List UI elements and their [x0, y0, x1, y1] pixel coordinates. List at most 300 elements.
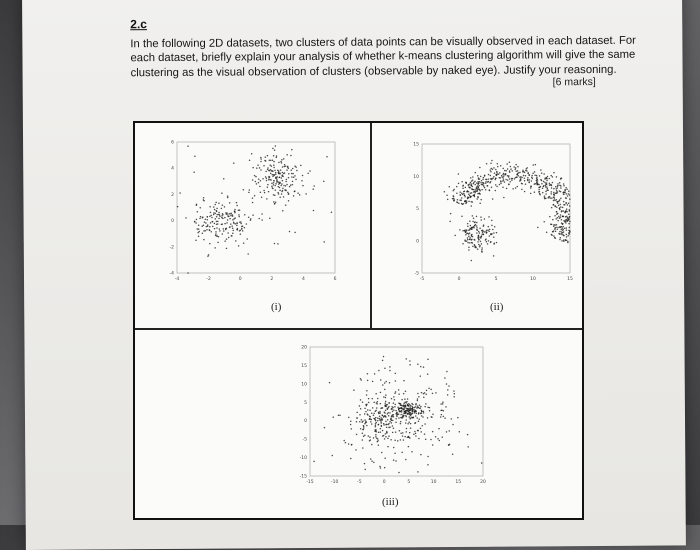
scatter-point	[278, 172, 280, 174]
scatter-point	[367, 409, 369, 411]
scatter-point	[490, 163, 492, 165]
scatter-point	[404, 436, 406, 438]
scatter-point	[523, 175, 525, 177]
scatter-point	[474, 184, 476, 186]
scatter-point	[448, 385, 450, 387]
scatter-point	[268, 191, 270, 193]
scatter-point	[363, 425, 365, 427]
scatter-point	[527, 179, 529, 181]
scatter-point	[558, 233, 560, 235]
scatter-point	[454, 393, 456, 395]
scatter-point	[560, 237, 562, 239]
scatter-point	[512, 178, 514, 180]
scatter-point	[215, 202, 217, 204]
scatter-point	[233, 221, 235, 223]
scatter-point	[285, 166, 287, 168]
scatter-point	[415, 403, 417, 405]
scatter-plot-iii	[298, 342, 488, 490]
scatter-point	[384, 438, 386, 440]
scatter-point	[442, 401, 444, 403]
scatter-point	[411, 408, 413, 410]
scatter-point	[217, 221, 219, 223]
scatter-point	[267, 186, 269, 188]
scatter-point	[481, 243, 483, 245]
scatter-point	[488, 216, 490, 218]
scatter-point	[179, 192, 181, 194]
scatter-point	[418, 438, 420, 440]
y-tick-label: 10	[413, 174, 419, 180]
scatter-point	[566, 193, 568, 195]
scatter-point	[272, 174, 274, 176]
scatter-point	[533, 164, 535, 166]
scatter-point	[401, 417, 403, 419]
scatter-point	[219, 228, 221, 230]
scatter-point	[471, 260, 473, 262]
scatter-point	[556, 190, 558, 192]
scatter-point	[252, 179, 254, 181]
scatter-point	[415, 415, 417, 417]
scatter-point	[384, 389, 386, 391]
scatter-point	[485, 189, 487, 191]
scatter-point	[552, 182, 554, 184]
scatter-point	[233, 230, 235, 232]
scatter-point	[356, 412, 358, 414]
scatter-point	[555, 186, 557, 188]
scatter-point	[196, 219, 198, 221]
scatter-point	[473, 227, 475, 229]
scatter-point	[464, 201, 466, 203]
scatter-point	[273, 194, 275, 196]
scatter-point	[476, 222, 478, 224]
scatter-point	[563, 193, 565, 195]
scatter-point	[384, 415, 386, 417]
scatter-point	[383, 356, 385, 358]
scatter-point	[415, 433, 417, 435]
scatter-point	[294, 175, 296, 177]
scatter-point	[385, 416, 387, 418]
scatter-point	[529, 179, 531, 181]
scatter-point	[224, 217, 226, 219]
scatter-point	[569, 227, 571, 229]
scatter-point	[553, 192, 555, 194]
scatter-point	[214, 209, 216, 211]
scatter-point	[456, 186, 458, 188]
scatter-point	[293, 195, 295, 197]
scatter-point	[515, 164, 517, 166]
scatter-point	[417, 398, 419, 400]
scatter-point	[382, 360, 384, 362]
scatter-point	[400, 421, 402, 423]
scatter-point	[273, 161, 275, 163]
scatter-point	[507, 168, 509, 170]
x-tick-label: 0	[382, 480, 386, 485]
scatter-point	[480, 199, 482, 201]
scatter-point	[271, 186, 273, 188]
scatter-point	[560, 198, 562, 200]
scatter-point	[400, 404, 402, 406]
scatter-point	[469, 187, 471, 189]
scatter-point	[486, 179, 488, 181]
scatter-point	[472, 221, 474, 223]
x-tick-label: -5	[419, 277, 425, 282]
scatter-point	[198, 225, 200, 227]
scatter-point	[472, 246, 474, 248]
scatter-point	[379, 415, 381, 417]
scatter-point	[274, 243, 276, 245]
x-tick-label: -4	[174, 277, 180, 282]
scatter-point	[488, 178, 490, 180]
y-tick-label: 2	[171, 192, 174, 198]
scatter-point	[385, 410, 387, 412]
scatter-point	[395, 410, 397, 412]
scatter-point	[464, 196, 466, 198]
scatter-point	[309, 170, 311, 172]
scatter-point	[387, 409, 389, 411]
scatter-point	[462, 243, 464, 245]
scatter-point	[386, 431, 388, 433]
scatter-point	[265, 160, 267, 162]
scatter-point	[458, 173, 460, 175]
scatter-point	[420, 428, 422, 430]
scatter-point	[255, 176, 257, 178]
scatter-point	[240, 233, 242, 235]
scatter-point	[193, 171, 195, 173]
scatter-point	[284, 164, 286, 166]
scatter-point	[466, 240, 468, 242]
scatter-point	[215, 235, 217, 237]
scatter-point	[453, 390, 455, 392]
scatter-point	[473, 189, 475, 191]
scatter-point	[536, 175, 538, 177]
scatter-point	[488, 226, 490, 228]
scatter-point	[288, 193, 290, 195]
scatter-point	[565, 222, 567, 224]
scatter-point	[569, 230, 571, 232]
scatter-point	[484, 218, 486, 220]
x-tick-label: 15	[567, 277, 573, 282]
scatter-point	[249, 189, 251, 191]
scatter-point	[379, 466, 381, 468]
scatter-point	[213, 212, 215, 214]
scatter-point	[400, 414, 402, 416]
scatter-point	[427, 456, 429, 458]
scatter-point	[431, 416, 433, 418]
scatter-point	[276, 179, 278, 181]
scatter-point	[492, 177, 494, 179]
scatter-point	[420, 406, 422, 408]
scatter-point	[566, 188, 568, 190]
scatter-point	[567, 195, 569, 197]
scatter-point	[290, 169, 292, 171]
scatter-point	[439, 440, 441, 442]
scatter-point	[209, 206, 211, 208]
scatter-point	[288, 200, 290, 202]
scatter-point	[490, 175, 492, 177]
scatter-point	[263, 165, 265, 167]
scatter-point	[413, 417, 415, 419]
scatter-point	[288, 167, 290, 169]
scatter-point	[553, 172, 555, 174]
scatter-point	[465, 240, 467, 242]
scatter-point	[283, 196, 285, 198]
scatter-point	[275, 176, 277, 178]
scatter-point	[393, 402, 395, 404]
scatter-point	[568, 193, 570, 195]
scatter-point	[477, 241, 479, 243]
scatter-point	[238, 245, 240, 247]
scatter-point	[446, 431, 448, 433]
scatter-point	[551, 197, 553, 199]
scatter-point	[557, 217, 559, 219]
x-tick-label: 0	[457, 277, 461, 282]
scatter-point	[531, 180, 533, 182]
scatter-point	[503, 197, 505, 199]
scatter-point	[276, 181, 278, 183]
scatter-point	[517, 186, 519, 188]
scatter-point	[550, 184, 552, 186]
scatter-point	[490, 178, 492, 180]
scatter-point	[215, 233, 217, 235]
scatter-point	[420, 454, 422, 456]
scatter-point	[202, 217, 204, 219]
scatter-point	[479, 178, 481, 180]
scatter-point	[267, 167, 269, 169]
scatter-point	[260, 158, 262, 160]
scatter-point	[237, 229, 239, 231]
scatter-point	[408, 446, 410, 448]
scatter-point	[551, 187, 553, 189]
scatter-point	[217, 223, 219, 225]
scatter-point	[479, 192, 481, 194]
x-tick-label: 10	[430, 480, 437, 485]
scatter-point	[370, 421, 372, 423]
scatter-point	[214, 204, 216, 206]
scatter-point	[394, 406, 396, 408]
scatter-point	[556, 176, 558, 178]
scatter-point	[566, 234, 568, 236]
scatter-point	[477, 187, 479, 189]
scatter-point	[292, 168, 294, 170]
scatter-point	[282, 166, 284, 168]
scatter-point	[488, 181, 490, 183]
scatter-point	[371, 413, 373, 415]
scatter-point	[566, 236, 568, 238]
scatter-point	[384, 412, 386, 414]
scatter-point	[543, 173, 545, 175]
scatter-point	[409, 409, 411, 411]
scatter-point	[232, 228, 234, 230]
scatter-point	[425, 403, 427, 405]
scatter-point	[391, 408, 393, 410]
scatter-point	[569, 205, 571, 207]
scatter-point	[275, 202, 277, 204]
scatter-point	[563, 201, 565, 203]
scatter-point	[418, 413, 420, 415]
scatter-point	[546, 180, 548, 182]
scatter-point	[385, 401, 387, 403]
scatter-point	[469, 232, 471, 234]
scatter-point	[468, 191, 470, 193]
scatter-point	[211, 217, 213, 219]
scatter-point	[301, 180, 303, 182]
scatter-point	[235, 223, 237, 225]
scatter-point	[218, 236, 220, 238]
scatter-point	[493, 255, 495, 256]
scatter-point	[201, 226, 203, 228]
scatter-point	[480, 219, 482, 221]
scatter-point	[366, 394, 368, 396]
scatter-point	[361, 379, 363, 381]
scatter-point	[283, 158, 285, 160]
scatter-point	[552, 176, 554, 178]
scatter-point	[461, 197, 463, 199]
scatter-point	[495, 184, 497, 186]
scatter-point	[553, 226, 555, 228]
scatter-point	[538, 184, 540, 186]
scatter-point	[508, 183, 510, 185]
scatter-point	[409, 404, 411, 406]
scatter-point	[259, 186, 261, 188]
scatter-point	[562, 192, 564, 194]
scatter-point	[458, 203, 460, 205]
scatter-point	[481, 249, 483, 251]
scatter-point	[283, 185, 285, 187]
x-tick-label: 20	[480, 480, 486, 485]
scatter-point	[281, 177, 283, 179]
scatter-point	[483, 224, 485, 226]
scatter-point	[299, 194, 301, 196]
scatter-point	[549, 183, 551, 185]
scatter-point	[429, 410, 431, 412]
scatter-point	[409, 364, 411, 366]
scatter-point	[392, 425, 394, 427]
scatter-point	[216, 221, 218, 223]
scatter-point	[417, 405, 419, 407]
scatter-point	[271, 165, 273, 167]
scatter-point	[288, 173, 290, 175]
scatter-point	[385, 394, 387, 396]
scatter-point	[556, 199, 558, 201]
scatter-point	[406, 410, 408, 412]
scatter-point	[404, 407, 406, 409]
scatter-point	[274, 149, 276, 151]
scatter-point	[442, 403, 444, 405]
scatter-point	[227, 195, 229, 197]
scatter-point	[452, 195, 454, 197]
scatter-point	[567, 241, 569, 243]
scatter-point	[271, 183, 273, 185]
scatter-point	[275, 157, 277, 159]
scatter-point	[379, 419, 381, 421]
scatter-point	[378, 370, 380, 372]
scatter-point	[247, 253, 249, 255]
scatter-point	[382, 430, 384, 432]
scatter-point	[215, 231, 217, 233]
scatter-point	[273, 155, 275, 157]
scatter-point	[496, 242, 498, 244]
scatter-point	[348, 443, 350, 445]
scatter-point	[411, 406, 413, 408]
scatter-point	[470, 177, 472, 179]
scatter-point	[474, 221, 476, 223]
scatter-point	[229, 218, 231, 220]
scatter-point	[279, 173, 281, 175]
scatter-point	[541, 183, 543, 185]
scatter-point	[387, 446, 389, 448]
scatter-point	[313, 461, 315, 463]
scatter-point	[371, 444, 373, 446]
scatter-point	[197, 232, 199, 234]
scatter-point	[369, 436, 371, 438]
scatter-point	[385, 397, 387, 399]
scatter-point	[467, 225, 469, 227]
scatter-point	[387, 424, 389, 426]
scatter-point	[561, 211, 563, 213]
scatter-point	[447, 394, 449, 396]
scatter-point	[377, 420, 379, 422]
scatter-point	[457, 199, 459, 201]
scatter-point	[420, 431, 422, 433]
scatter-point	[274, 203, 276, 205]
scatter-point	[279, 197, 281, 199]
scatter-point	[275, 174, 277, 176]
scatter-point	[219, 215, 221, 217]
scatter-point	[479, 246, 481, 248]
scatter-plot-i	[165, 137, 340, 287]
scatter-point	[539, 175, 541, 177]
scatter-point	[274, 170, 276, 172]
scatter-point	[279, 181, 281, 183]
scatter-point	[256, 167, 258, 169]
scatter-point	[264, 192, 266, 194]
scatter-point	[221, 217, 223, 219]
scatter-point	[435, 392, 437, 394]
scatter-point	[282, 174, 284, 176]
scatter-point	[397, 440, 399, 442]
scatter-point	[407, 423, 409, 425]
scatter-point	[199, 218, 201, 220]
scatter-point	[492, 168, 494, 170]
scatter-point	[565, 240, 567, 242]
scatter-point	[467, 232, 469, 234]
scatter-point	[443, 416, 445, 418]
scatter-point	[481, 462, 483, 464]
scatter-point	[290, 184, 292, 186]
scatter-point	[350, 424, 352, 426]
scatter-point	[517, 173, 519, 175]
scatter-point	[432, 431, 434, 433]
scatter-point	[493, 176, 495, 178]
scatter-point	[243, 242, 245, 244]
figure-frame	[133, 121, 584, 520]
scatter-point	[511, 179, 513, 181]
scatter-point	[567, 235, 569, 237]
scatter-point	[280, 169, 282, 171]
scatter-point	[273, 182, 275, 184]
scatter-point	[474, 196, 476, 198]
scatter-point	[453, 396, 455, 398]
scatter-point	[283, 166, 285, 168]
scatter-point	[214, 228, 216, 230]
scatter-point	[472, 176, 474, 178]
scatter-point	[381, 414, 383, 416]
scatter-point	[486, 185, 488, 187]
scatter-point	[400, 439, 402, 441]
scatter-point	[239, 230, 241, 232]
scatter-point	[556, 192, 558, 194]
scatter-point	[466, 202, 468, 204]
scatter-point	[260, 180, 262, 182]
